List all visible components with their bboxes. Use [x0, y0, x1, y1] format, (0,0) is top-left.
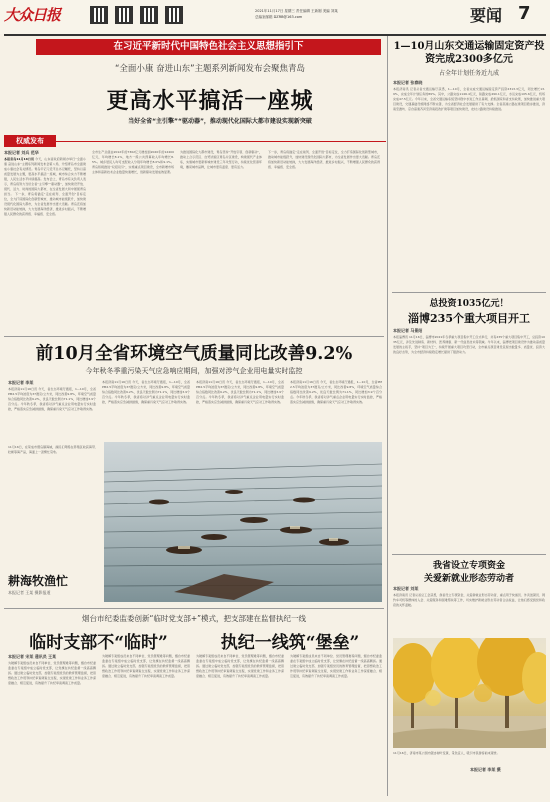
- right3-headline: 我省设立专项资金: [432, 561, 505, 571]
- disc-headline-a: 临时支部不“临时”: [29, 633, 168, 653]
- top-banner: 在习近平新时代中国特色社会主义思想指引下: [36, 39, 381, 55]
- right2-headline-2: 淄博235个重大项目开工: [408, 312, 530, 325]
- right-rule-1: [392, 292, 546, 293]
- right1-body: 本报济南讯 记者从省交通运输厅获悉，1—10月，全省完成交通运输固定资产投资2313.3亿元，同比增长13.9%，完成全年计划任务的89%。其中，公路完成1146.4亿元，铁路完成490.1亿元，水运完成105.6亿元，机场完成47.5亿元。今年以来，全省交通运输系统坚持稳中求进工作总基调，抢抓国家和省支持政策，加快推进重大项目建设，交通基础设施网络不断完善，为全省经济社会发展提供了有力支撑。全省高速公路在建项目稳步推进，济南至潍坊、京台高速齐河至济南段改扩建等项目加快建设，农村公路建设持续推进。: [393, 87, 545, 111]
- ginkgo-caption: 11月16日，济南市某公园内银杏树叶变黄，景色宜人，吸引市民游客前来观赏。: [393, 751, 500, 755]
- page-number: 7: [518, 3, 531, 24]
- photo-caption: 11月16日，在荣成市俚岛镇海域，渔民们驾船在养殖区收获海带、牡蛎等海产品，海面上一派繁忙景象。: [8, 445, 98, 454]
- lead-kicker: “全面小康 奋进山东”主题系列新闻发布会聚焦青岛: [114, 64, 305, 74]
- vertical-rule: [387, 36, 388, 796]
- right-rule-2: [392, 554, 546, 555]
- lead-headline: 更高水平搞活一座城: [106, 88, 314, 114]
- masthead-info-line: 2021年11月17日 星期三 责任编辑 王新刚 美编 刘某: [255, 9, 338, 13]
- disc-byline: 本报记者 宋某 通讯员 王某: [8, 654, 57, 659]
- right2-body: 本报淄博讯 11月16日，淄博市2021年冬季重大项目集中开工仪式举行，共有235个重大项目集中开工，总投资1035亿元，涉及先进制造、新材料、医养健康、新一代信息技术等领域。今年以来，淄博把项目建设作为推动高质量发展的主抓手，坚持“项目为王”，持续开展重大项目攻坚行动，全市重点项目建设呈现出数量多、质量优、投资大的良好态势，为全市经济持续稳定增长提供了强劲动力。: [393, 335, 545, 354]
- air-subhead: 今年秋冬季重污染天气应急响应期间，加强对涉气企业用电量实时监控: [85, 367, 303, 375]
- ginkgo-trees-graphic: [393, 638, 546, 748]
- air-col-2: 本报济南11月16日讯 今天，省生态环境厅通报，1—10月，全省PM2.5平均浓度为37微克/立方米，同比改善9.8%，环境空气质量综合指数同比改善9.2%，优良天数比例为71.1%，同比增加3.9个百分点。今年秋冬季，我省将对涉气重点企业用电量实行实时监控，严格落实应急减排措施，确保重污染天气应对工作取得实效。: [102, 380, 190, 404]
- qr-code-icon: [115, 6, 133, 24]
- photo-title: 耕海牧渔忙: [8, 574, 69, 588]
- sea-farming-photo: [104, 442, 382, 602]
- air-col-1: 本报济南11月16日讯 今天，省生态环境厅通报，1—10月，全省PM2.5平均浓度为37微克/立方米，同比改善9.8%，环境空气质量综合指数同比改善9.2%，优良天数比例为71.1%，同比增加3.9个百分点。今年秋冬季，我省将对涉气重点企业用电量实行实时监控，严格落实应急减排措施，确保重污染天气应对工作取得实效。: [8, 387, 96, 411]
- disc-col-3: 为破解专案组成员来自不同单位、党员管理难等问题，烟台市纪委监委在专案组中成立临时党支部，让党旗在执纪监督一线高高飘扬。通过建立临时党支部，加强专案组党员的教育管理监督，把思想政治工作贯穿执纪审查调查全过程，实现党建工作和业务工作深度融合、相互促进，有效提升了执纪审查调查工作质量。: [196, 654, 284, 678]
- air-headline: 前10月全省环境空气质量同比改善9.2%: [35, 344, 353, 364]
- qr-code-icon: [165, 6, 183, 24]
- right1-byline: 本报记者 张春晓: [393, 80, 423, 85]
- lead-body-1b: 下一步，青岛将锚定“走在前列、全面开创”目标定位，全力打造国际化创新型城市，推动城市能级跃升，加快建设现代化国际大都市，为全省发展作出更大贡献。青岛还将加快新旧动能转换，大力发展海洋经济，推进乡村振兴，不断增强人民群众的获得感、幸福感、安全感。: [4, 192, 86, 216]
- right1-headline: 1—10月山东交通运输固定资产投资完成2300多亿元: [393, 41, 545, 65]
- ginkgo-credit: 本报记者 李某 摄: [470, 767, 501, 772]
- masthead-info: [255, 8, 415, 20]
- right2-headline: 总投资1035亿元！: [429, 299, 509, 309]
- qr-code-icon: [90, 6, 108, 24]
- section-title: 要闻: [470, 6, 503, 25]
- disc-col-4: 为破解专案组成员来自不同单位、党员管理难等问题，烟台市纪委监委在专案组中成立临时党支部，让党旗在执纪监督一线高高飘扬。通过建立临时党支部，加强专案组党员的教育管理监督，把思想政治工作贯穿执纪审查调查全过程，实现党建工作和业务工作深度融合、相互促进，有效提升了执纪审查调查工作质量。: [290, 654, 382, 678]
- lead-subhead: 当好全省“主引擎”“驱动器”，推动现代化国际大都市建设实现新突破: [128, 118, 312, 125]
- badge-rule: [56, 141, 386, 142]
- lead-dateline: 本报青岛11月16日讯: [4, 157, 35, 161]
- lead-col-4: 下一步，青岛将锚定“走在前列、全面开创”目标定位，全力打造国际化创新型城市，推动城市能级跃升，加快建设现代化国际大都市，为全省发展作出更大贡献。青岛还将加快新旧动能转换，大力发展海洋经济，推进乡村振兴，不断增强人民群众的获得感、幸福感、安全感。: [268, 150, 380, 169]
- right3-headline-2: 关爱新就业形态劳动者: [423, 574, 514, 584]
- masthead-rule: [4, 34, 546, 36]
- authority-badge: 权威发布: [4, 135, 56, 147]
- disc-kicker: 烟台市纪委监委创新“临时党支部+”模式，把支部建在监督执纪一线: [81, 614, 307, 623]
- right1-subhead: 占全年计划任务近九成: [438, 70, 499, 77]
- air-col-3: 本报济南11月16日讯 今天，省生态环境厅通报，1—10月，全省PM2.5平均浓度为37微克/立方米，同比改善9.8%，环境空气质量综合指数同比改善9.2%，优良天数比例为71.1%，同比增加3.9个百分点。今年秋冬季，我省将对涉气重点企业用电量实行实时监控，严格落实应急减排措施，确保重污染天气应对工作取得实效。: [196, 380, 284, 404]
- right3-byline: 本报记者 刘某: [393, 586, 419, 591]
- disc-headline-b: 执纪一线筑“堡垒”: [220, 633, 360, 653]
- right2-byline: 本报记者 马景阳: [393, 328, 423, 333]
- masthead: [0, 0, 550, 34]
- ginkgo-photo: [393, 638, 546, 748]
- disc-col-2: 为破解专案组成员来自不同单位、党员管理难等问题，烟台市纪委监委在专案组中成立临时党支部，让党旗在执纪监督一线高高飘扬。通过建立临时党支部，加强专案组党员的教育管理监督，把思想政治工作贯穿执纪审查调查全过程，实现党建工作和业务工作深度融合、相互促进，有效提升了执纪审查调查工作质量。: [102, 654, 190, 678]
- air-col-4: 本报济南11月16日讯 今天，省生态环境厅通报，1—10月，全省PM2.5平均浓度为37微克/立方米，同比改善9.8%，环境空气质量综合指数同比改善9.2%，优良天数比例为71.1%，同比增加3.9个百分点。今年秋冬季，我省将对涉气重点企业用电量实行实时监控，严格落实应急减排措施，确保重污染天气应对工作取得实效。: [290, 380, 382, 404]
- photo-credit: 本报记者 王某 摄影报道: [8, 590, 51, 595]
- qr-code-icon: [140, 6, 158, 24]
- lead-byline: 本报记者 刘兵 范华: [4, 150, 39, 155]
- masthead-info-line: 总编室邮箱 DZRB@163.com: [255, 15, 303, 19]
- section-rule-disc: [4, 608, 384, 609]
- lead-body-1: 今天，山东省政府新闻办举行“全面小康 奋进山东”主题系列新闻发布会第八场，介绍青岛市全面建成小康社会有关情况。青岛牢记习近平总书记嘱托，坚持以高质量发展为主题，更高水平搞活一座城，城市综合实力不断增强，人民生活水平持续提高。发布会上，青岛市有关负责人表示，青岛将努力当好全省“主引擎”“驱动器”，加快建设开放、现代、活力、时尚的国际大都市，在全省发展大局中展现青岛担当。: [4, 157, 86, 196]
- sea-farming-graphic: [104, 442, 382, 602]
- lead-col-2: 全市生产总值由2012年的7302亿元增加到2020年的12400亿元，年均增长8.1%，地方一般公共预算收入年均增长8.5%。城乡居民人均可支配收入分别年均增长8.0%和9.1%。青岛积极推进“双招双引”，实施重点项目建设，全市新增市场主体和高新技术企业数量快速增长，创新驱动发展成效显著。: [92, 150, 174, 174]
- masthead-logo: 大众日报: [4, 6, 61, 24]
- disc-col-1: 为破解专案组成员来自不同单位、党员管理难等问题，烟台市纪委监委在专案组中成立临时党支部，让党旗在执纪监督一线高高飘扬。通过建立临时党支部，加强专案组党员的教育管理监督，把思想政治工作贯穿执纪审查调查全过程，实现党建工作和业务工作深度融合、相互促进，有效提升了执纪审查调查工作质量。: [8, 661, 96, 685]
- section-rule-air: [4, 336, 384, 337]
- right3-body: 本报济南讯 记者从省总工会获悉，我省设立专项资金，关爱新就业形态劳动者，重点用于快递员、外卖送餐员、网约车司机等群体的入会、关爱服务和困难帮扶等工作，切实维护新就业形态劳动者合法权益，让他们感受到党和政府的关怀温暖。: [393, 593, 545, 607]
- lead-col-3: 为推进国际化大都市建设，青岛坚持“开放引领、创新驱动”，推动上合示范区、自贸试验区青岛片区建设，构建现代产业体系，实施城市更新和城市建设三年攻坚行动，持续优化营商环境，擦亮城市品牌，让城市更有温度、更有活力。: [180, 150, 262, 169]
- lead-col-1: [4, 157, 86, 332]
- air-byline: 本报记者 李某: [8, 380, 34, 385]
